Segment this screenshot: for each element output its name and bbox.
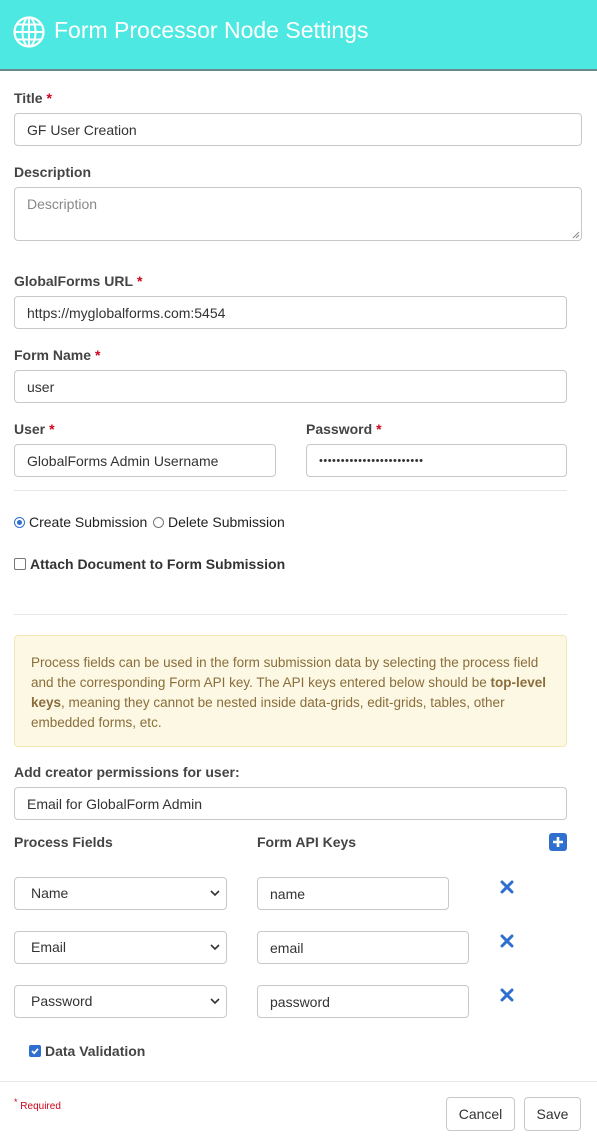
remove-row-icon[interactable] [500,934,514,948]
form-name-input[interactable] [14,370,567,403]
creator-permissions-label: Add creator permissions for user: [14,764,240,780]
password-label-text: Password [306,421,373,437]
required-asterisk: * [137,273,143,289]
globe-icon [12,15,46,49]
title-input[interactable] [14,113,582,146]
form-api-keys-header: Form API Keys [257,834,357,850]
radio-delete-submission[interactable] [153,514,285,530]
url-input[interactable] [14,296,567,329]
creator-permissions-input[interactable] [14,787,567,820]
user-label-text: User [14,421,46,437]
api-key-input[interactable] [257,931,469,964]
required-note [14,1097,61,1112]
divider [14,614,567,615]
radio-create-submission[interactable] [14,514,147,530]
description-label: Description [14,164,92,180]
checkbox-label: Attach Document to Form Submission [30,556,286,572]
modal-header [0,0,597,71]
password-label [306,421,382,437]
required-note-text: Required [20,1101,61,1112]
required-asterisk: * [49,421,55,437]
checkbox-label: Data Validation [45,1043,146,1059]
required-asterisk: * [95,347,101,363]
info-bold-text: top-level keys [31,675,547,710]
url-label-text: GlobalForms URL [14,273,134,289]
radio-button-checked[interactable] [14,517,25,528]
process-field-select[interactable] [14,877,227,910]
title-label [14,90,52,106]
remove-row-icon[interactable] [500,880,514,894]
password-input[interactable] [306,444,567,477]
add-row-icon[interactable] [549,833,567,851]
remove-row-icon[interactable] [500,988,514,1002]
chevron-down-icon [210,942,220,952]
save-button[interactable]: Save [524,1097,581,1131]
user-input[interactable] [14,444,276,477]
select-value: Name [31,885,69,901]
required-asterisk: * [46,90,52,106]
process-field-select[interactable] [14,985,227,1018]
resize-handle-icon[interactable] [572,231,580,239]
info-text: Process fields can be used in the form submission data by selecting the process field and the corresponding Form API key. The API keys entered below should be [31,655,539,690]
user-label [14,421,55,437]
select-value: Email [31,939,67,955]
required-asterisk: * [376,421,382,437]
radio-button[interactable] [153,517,164,528]
info-text: , meaning they cannot be nested inside data-grids, edit-grids, tables, other embedded forms, etc. [31,695,505,730]
checkmark-icon [30,1046,40,1056]
required-asterisk: * [14,1097,18,1107]
description-input[interactable] [14,187,582,241]
attach-document-checkbox[interactable] [14,556,285,572]
modal-title: Form Processor Node Settings [54,17,369,43]
cancel-button[interactable]: Cancel [446,1097,515,1131]
radio-label: Create Submission [29,514,148,530]
data-validation-checkbox[interactable] [29,1043,145,1059]
chevron-down-icon [210,996,220,1006]
divider [14,490,567,491]
form-name-label-text: Form Name [14,347,92,363]
radio-label: Delete Submission [168,514,285,530]
url-label [14,273,142,289]
process-fields-header: Process Fields [14,834,113,850]
checkbox[interactable] [14,558,26,570]
chevron-down-icon [210,888,220,898]
process-field-select[interactable] [14,931,227,964]
api-key-input[interactable] [257,985,469,1018]
select-value: Password [31,993,93,1009]
info-alert [14,635,567,747]
checkbox-checked[interactable] [29,1045,41,1057]
form-name-label [14,347,100,363]
footer-divider [0,1081,597,1082]
api-key-input[interactable] [257,877,449,910]
title-label-text: Title [14,90,43,106]
